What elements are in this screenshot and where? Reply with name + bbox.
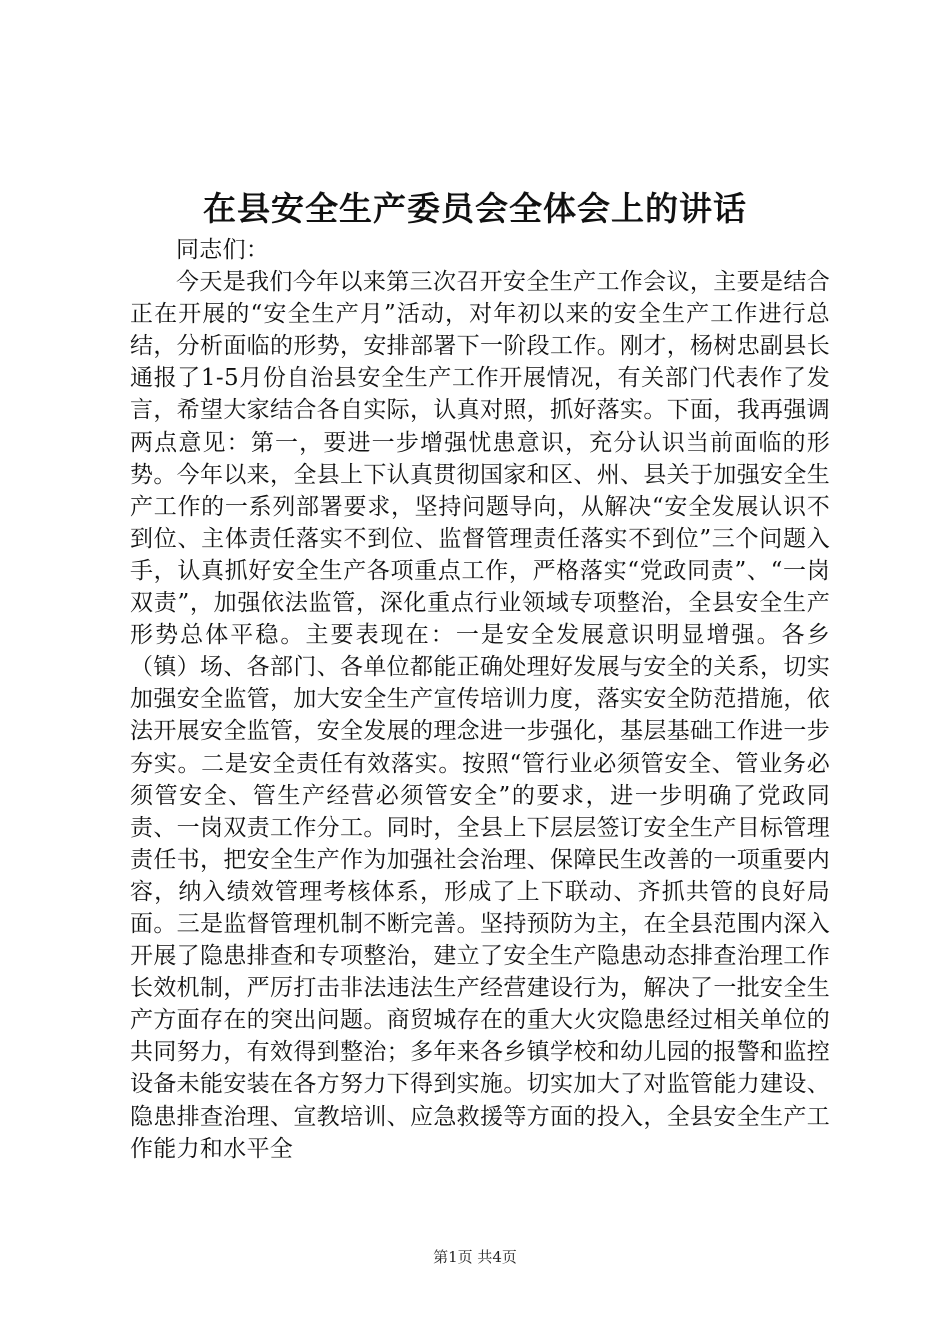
- greeting: 同志们：: [176, 237, 270, 263]
- document-title: 在县安全生产委员会全体会上的讲话: [203, 189, 747, 228]
- page-number: 第1页 共4页: [433, 1248, 517, 1266]
- body-paragraph: 今天是我们今年以来第三次召开安全生产工作会议，主要是结合正在开展的“安全生产月”活动，对年初以来的安全生产工作进行总结，分析面临的形势，安排部署下一阶段工作。刚才，杨树忠副县长通报了1-5月份自治县安全生产工作开展情况，有关部门代表作了发言，希望大家结合各自实际，认真对照，抓好落实。下面，我再强调两点意见：第一，要进一步增强忧患意识，充分认识当前面临的形势。今年以来，全县上下认真贯彻国家和区、州、县关于加强安全生产工作的一系列部署要求，坚持问题导向，从解决“安全发展认识不到位、主体责任落实不到位、监督管理责任落实不到位”三个问题入手，认真抓好安全生产各项重点工作，严格落实“党政同责”、“一岗双责”，加强依法监管，深化重点行业领域专项整治，全县安全生产形势总体平稳。主要表现在：一是安全发展意识明显增强。各乡（镇）场、各部门、各单位都能正确处理好发展与安全的关系，切实加强安全监管，加大安全生产宣传培训力度，落实安全防范措施，依法开展安全监管，安全发展的理念进一步强化，基层基础工作进一步夯实。二是安全责任有效落实。按照“管行业必须管安全、管业务必须管安全、管生产经营必须管安全”的要求，进一步明确了党政同责、一岗双责工作分工。同时，全县上下层层签订安全生产目标管理责任书，把安全生产作为加强社会治理、保障民生改善的一项重要内容，纳入绩效管理考核体系，形成了上下联动、齐抓共管的良好局面。三是监督管理机制不断完善。坚持预防为主，在全县范围内深入开展了隐患排查和专项整治，建立了安全生产隐患动态排查治理工作长效机制，严厉打击非法违法生产经营建设行为，解决了一批安全生产方面存在的突出问题。商贸城存在的重大火灾隐患经过相关单位的共同努力，有效得到整治；多年来各乡镇学校和幼儿园的报警和监控设备未能安装在各方努力下得到实施。切实加大了对监管能力建设、隐患排查治理、宣教培训、应急救援等方面的投入，全县安全生产工作能力和水平全: [130, 269, 830, 1162]
- document-body: [130, 234, 830, 1165]
